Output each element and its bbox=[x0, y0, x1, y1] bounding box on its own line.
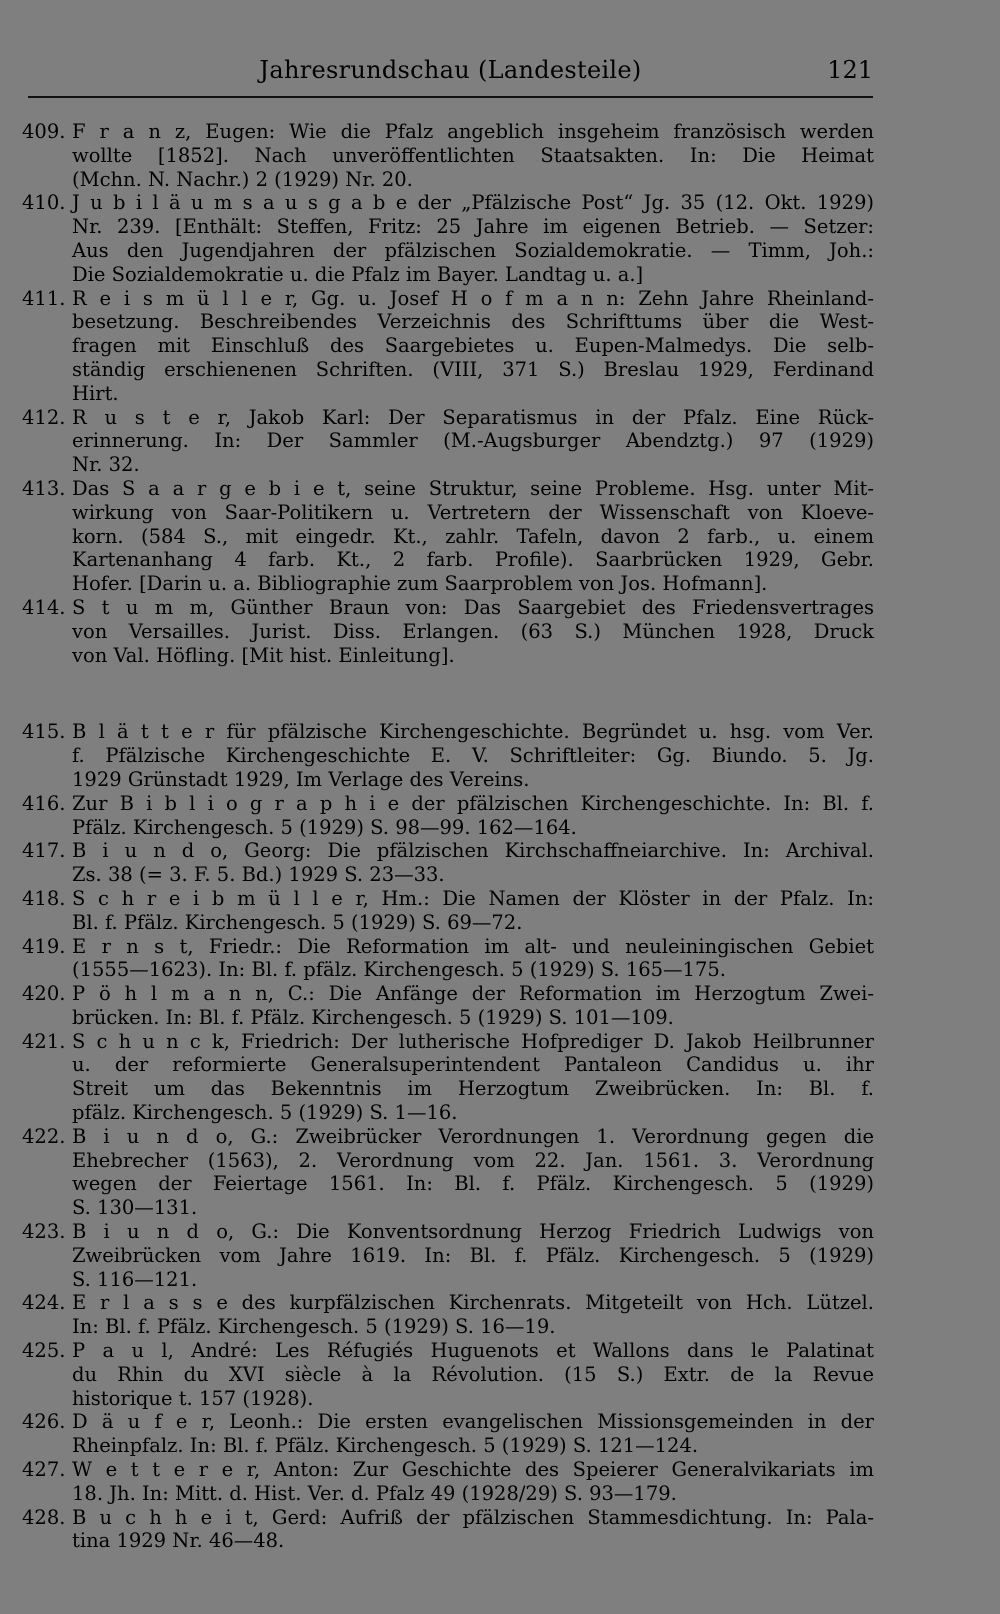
entry-line: B u c h h e i t, Gerd: Aufriß der pfälzischen Stammesdichtung. In: Pala- bbox=[72, 1505, 874, 1529]
entry-number: 410. bbox=[22, 191, 66, 215]
entry-line: Hofer. [Darin u. a. Bibliographie zum Saarproblem von Jos. Hofmann]. bbox=[72, 572, 768, 596]
bibliography-entry bbox=[22, 596, 874, 667]
entry-line: 18. Jh. In: Mitt. d. Hist. Ver. d. Pfalz 49 (1928/29) S. 93—179. bbox=[72, 1481, 677, 1505]
entry-line: Aus den Jugendjahren der pfälzischen Sozialdemokratie. — Timm, Joh.: bbox=[72, 238, 874, 262]
bibliography-entry bbox=[22, 1220, 874, 1291]
entry-line: Zur B i b l i o g r a p h i e der pfälzischen Kirchengeschichte. In: Bl. f. bbox=[72, 791, 874, 815]
entry-number: 418. bbox=[22, 886, 66, 910]
entry-number: 427. bbox=[22, 1458, 66, 1482]
entry-text bbox=[72, 120, 874, 191]
entry-number: 422. bbox=[22, 1124, 66, 1148]
bibliography-entry bbox=[22, 120, 874, 191]
entry-line: B i u n d o, Georg: Die pfälzischen Kirchschaffneiarchive. In: Archival. bbox=[72, 839, 874, 863]
entry-line: P a u l, André: Les Réfugiés Huguenots et Wallons dans le Palatinat bbox=[72, 1339, 874, 1363]
entry-line: Bl. f. Pfälz. Kirchengesch. 5 (1929) S. 69—72. bbox=[72, 910, 523, 934]
entry-line: E r n s t, Friedr.: Die Reformation im alt- und neuleiningischen Gebiet bbox=[72, 934, 874, 958]
entry-number: 415. bbox=[22, 720, 66, 744]
entry-number: 413. bbox=[22, 476, 66, 500]
section-gap bbox=[22, 667, 874, 720]
entry-line: f. Pfälzische Kirchengeschichte E. V. Schriftleiter: Gg. Biundo. 5. Jg. bbox=[72, 744, 874, 768]
entry-text bbox=[72, 1220, 874, 1291]
bibliography-entry bbox=[22, 1291, 874, 1339]
bibliography-entry bbox=[22, 1339, 874, 1410]
entry-line: In: Bl. f. Pfälz. Kirchengesch. 5 (1929) S. 16—19. bbox=[72, 1315, 556, 1339]
entry-number: 420. bbox=[22, 982, 66, 1006]
entry-text bbox=[72, 935, 874, 983]
entry-number: 419. bbox=[22, 934, 66, 958]
entry-line: D ä u f e r, Leonh.: Die ersten evangelischen Missionsgemeinden in der bbox=[72, 1410, 874, 1434]
entry-number: 428. bbox=[22, 1505, 66, 1529]
entry-text bbox=[72, 839, 874, 887]
entry-line: R u s t e r, Jakob Karl: Der Separatismus in der Pfalz. Eine Rück- bbox=[72, 405, 874, 429]
entry-line: 1929 Grünstadt 1929, Im Verlage des Vereins. bbox=[72, 767, 530, 791]
entry-line: Hirt. bbox=[72, 381, 119, 405]
entry-number: 411. bbox=[22, 286, 66, 310]
bibliography-entry bbox=[22, 1410, 874, 1458]
entry-line: u. der reformierte Generalsuperintendent Pantaleon Candidus u. ihr bbox=[72, 1053, 874, 1077]
entry-line: wirkung von Saar-Politikern u. Vertretern der Wissenschaft von Kloeve- bbox=[72, 500, 874, 524]
entry-line: B l ä t t e r für pfälzische Kirchengeschichte. Begründet u. hsg. vom Ver. bbox=[72, 720, 874, 744]
bibliography-entry bbox=[22, 191, 874, 286]
entry-line: S t u m m, Günther Braun von: Das Saargebiet des Friedensvertrages bbox=[72, 595, 874, 619]
bibliography-entry bbox=[22, 720, 874, 791]
entry-line: historique t. 157 (1928). bbox=[72, 1386, 314, 1410]
entry-line: E r l a s s e des kurpfälzischen Kirchenrats. Mitgeteilt von Hch. Lützel. bbox=[72, 1291, 874, 1315]
entry-line: wollte [1852]. Nach unveröffentlichten Staatsakten. In: Die Heimat bbox=[72, 143, 874, 167]
entry-line: Nr. 239. [Enthält: Steffen, Fritz: 25 Jahre im eigenen Betrieb. — Setzer: bbox=[72, 215, 874, 239]
bibliography-entry bbox=[22, 839, 874, 887]
entry-number: 421. bbox=[22, 1029, 66, 1053]
entry-line: R e i s m ü l l e r, Gg. u. Josef H o f m a n n: Zehn Jahre Rheinland- bbox=[72, 286, 874, 310]
entry-line: P ö h l m a n n, C.: Die Anfänge der Reformation im Herzogtum Zwei- bbox=[72, 982, 874, 1006]
entry-line: Streit um das Bekenntnis im Herzogtum Zweibrücken. In: Bl. f. bbox=[72, 1077, 874, 1101]
entry-text bbox=[72, 406, 874, 477]
entry-line: ständig erschienenen Schriften. (VIII, 371 S.) Breslau 1929, Ferdinand bbox=[72, 357, 874, 381]
entry-text bbox=[72, 1458, 874, 1506]
entry-line: W e t t e r e r, Anton: Zur Geschichte des Speierer Generalvikariats im bbox=[72, 1458, 874, 1482]
entry-line: korn. (584 S., mit eingedr. Kt., zahlr. Tafeln, davon 2 farb., u. einem bbox=[72, 524, 874, 548]
entry-text bbox=[72, 191, 874, 286]
entry-text bbox=[72, 792, 874, 840]
entry-line: von Versailles. Jurist. Diss. Erlangen. (63 S.) München 1928, Druck bbox=[72, 619, 874, 643]
entry-number: 414. bbox=[22, 595, 66, 619]
entry-number: 416. bbox=[22, 791, 66, 815]
entry-number: 409. bbox=[22, 120, 66, 143]
page-number: 121 bbox=[827, 56, 873, 84]
running-header bbox=[28, 42, 873, 100]
entry-line: F r a n z, Eugen: Wie die Pfalz angeblich insgeheim französisch werden bbox=[72, 120, 874, 143]
entry-line: du Rhin du XVI siècle à la Révolution. (15 S.) Extr. de la Revue bbox=[72, 1362, 874, 1386]
entry-line: wegen der Feiertage 1561. In: Bl. f. Pfälz. Kirchengesch. 5 (1929) bbox=[72, 1172, 874, 1196]
entry-number: 425. bbox=[22, 1339, 66, 1363]
entry-number: 412. bbox=[22, 405, 66, 429]
entry-line: Pfälz. Kirchengesch. 5 (1929) S. 98—99. 162—164. bbox=[72, 815, 577, 839]
entry-line: Zweibrücken vom Jahre 1619. In: Bl. f. Pfälz. Kirchengesch. 5 (1929) bbox=[72, 1243, 874, 1267]
entry-text bbox=[72, 1030, 874, 1125]
entry-line: Nr. 32. bbox=[72, 453, 140, 477]
bibliography-list bbox=[22, 120, 874, 1553]
entry-text bbox=[72, 477, 874, 596]
bibliography-entry bbox=[22, 1458, 874, 1506]
entry-line: Rheinpfalz. In: Bl. f. Pfälz. Kirchengesch. 5 (1929) S. 121—124. bbox=[72, 1434, 699, 1458]
bibliography-entry bbox=[22, 477, 874, 596]
bibliography-entry bbox=[22, 935, 874, 983]
entry-line: fragen mit Einschluß des Saargebietes u. Eupen-Malmedys. Die selb- bbox=[72, 334, 874, 358]
entry-text bbox=[72, 287, 874, 406]
entry-line: S. 130—131. bbox=[72, 1196, 198, 1220]
running-title: Jahresrundschau (Landesteile) bbox=[259, 56, 642, 84]
entry-text bbox=[72, 1506, 874, 1554]
bibliography-entry bbox=[22, 406, 874, 477]
entry-line: besetzung. Beschreibendes Verzeichnis des Schrifttums über die West- bbox=[72, 310, 874, 334]
entry-line: Die Sozialdemokratie u. die Pfalz im Bayer. Landtag u. a.] bbox=[72, 262, 644, 286]
entry-line: tina 1929 Nr. 46—48. bbox=[72, 1529, 285, 1553]
entry-line: (1555—1623). In: Bl. f. pfälz. Kirchengesch. 5 (1929) S. 165—175. bbox=[72, 958, 726, 982]
entry-number: 424. bbox=[22, 1291, 66, 1315]
bibliography-entry bbox=[22, 1506, 874, 1554]
entry-line: (Mchn. N. Nachr.) 2 (1929) Nr. 20. bbox=[72, 167, 413, 191]
entry-line: Kartenanhang 4 farb. Kt., 2 farb. Profile). Saarbrücken 1929, Gebr. bbox=[72, 548, 874, 572]
entry-text bbox=[72, 982, 874, 1030]
entry-number: 417. bbox=[22, 839, 66, 863]
bibliography-entry bbox=[22, 287, 874, 406]
entry-text bbox=[72, 596, 874, 667]
bibliography-entry bbox=[22, 982, 874, 1030]
entry-line: erinnerung. In: Der Sammler (M.-Augsburger Abendztg.) 97 (1929) bbox=[72, 429, 874, 453]
entry-text bbox=[72, 720, 874, 791]
entry-line: brücken. In: Bl. f. Pfälz. Kirchengesch. 5 (1929) S. 101—109. bbox=[72, 1005, 674, 1029]
header-rule bbox=[28, 96, 873, 98]
entry-line: S. 116—121. bbox=[72, 1267, 198, 1291]
entry-line: S c h u n c k, Friedrich: Der lutherische Hofprediger D. Jakob Heilbrunner bbox=[72, 1029, 874, 1053]
entry-line: B i u n d o, G.: Zweibrücker Verordnungen 1. Verordnung gegen die bbox=[72, 1124, 874, 1148]
bibliography-entry bbox=[22, 887, 874, 935]
entry-line: Ehebrecher (1563), 2. Verordnung vom 22. Jan. 1561. 3. Verordnung bbox=[72, 1148, 874, 1172]
entry-line: Das S a a r g e b i e t, seine Struktur, seine Probleme. Hsg. unter Mit- bbox=[72, 476, 874, 500]
entry-line: S c h r e i b m ü l l e r, Hm.: Die Namen der Klöster in der Pfalz. In: bbox=[72, 886, 874, 910]
entry-line: von Val. Höfling. [Mit hist. Einleitung]. bbox=[72, 643, 455, 667]
entry-text bbox=[72, 887, 874, 935]
entry-number: 426. bbox=[22, 1410, 66, 1434]
bibliography-entry bbox=[22, 792, 874, 840]
entry-number: 423. bbox=[22, 1220, 66, 1244]
entry-line: B i u n d o, G.: Die Konventsordnung Herzog Friedrich Ludwigs von bbox=[72, 1220, 874, 1244]
entry-line: J u b i l ä u m s a u s g a b e der „Pfälzische Post“ Jg. 35 (12. Okt. 1929) bbox=[72, 191, 874, 215]
entry-line: Zs. 38 (= 3. F. 5. Bd.) 1929 S. 23—33. bbox=[72, 863, 445, 887]
entry-text bbox=[72, 1339, 874, 1410]
entry-line: pfälz. Kirchengesch. 5 (1929) S. 1—16. bbox=[72, 1101, 458, 1125]
bibliography-entry bbox=[22, 1030, 874, 1125]
entry-text bbox=[72, 1125, 874, 1220]
entry-text bbox=[72, 1291, 874, 1339]
entry-text bbox=[72, 1410, 874, 1458]
bibliography-entry bbox=[22, 1125, 874, 1220]
